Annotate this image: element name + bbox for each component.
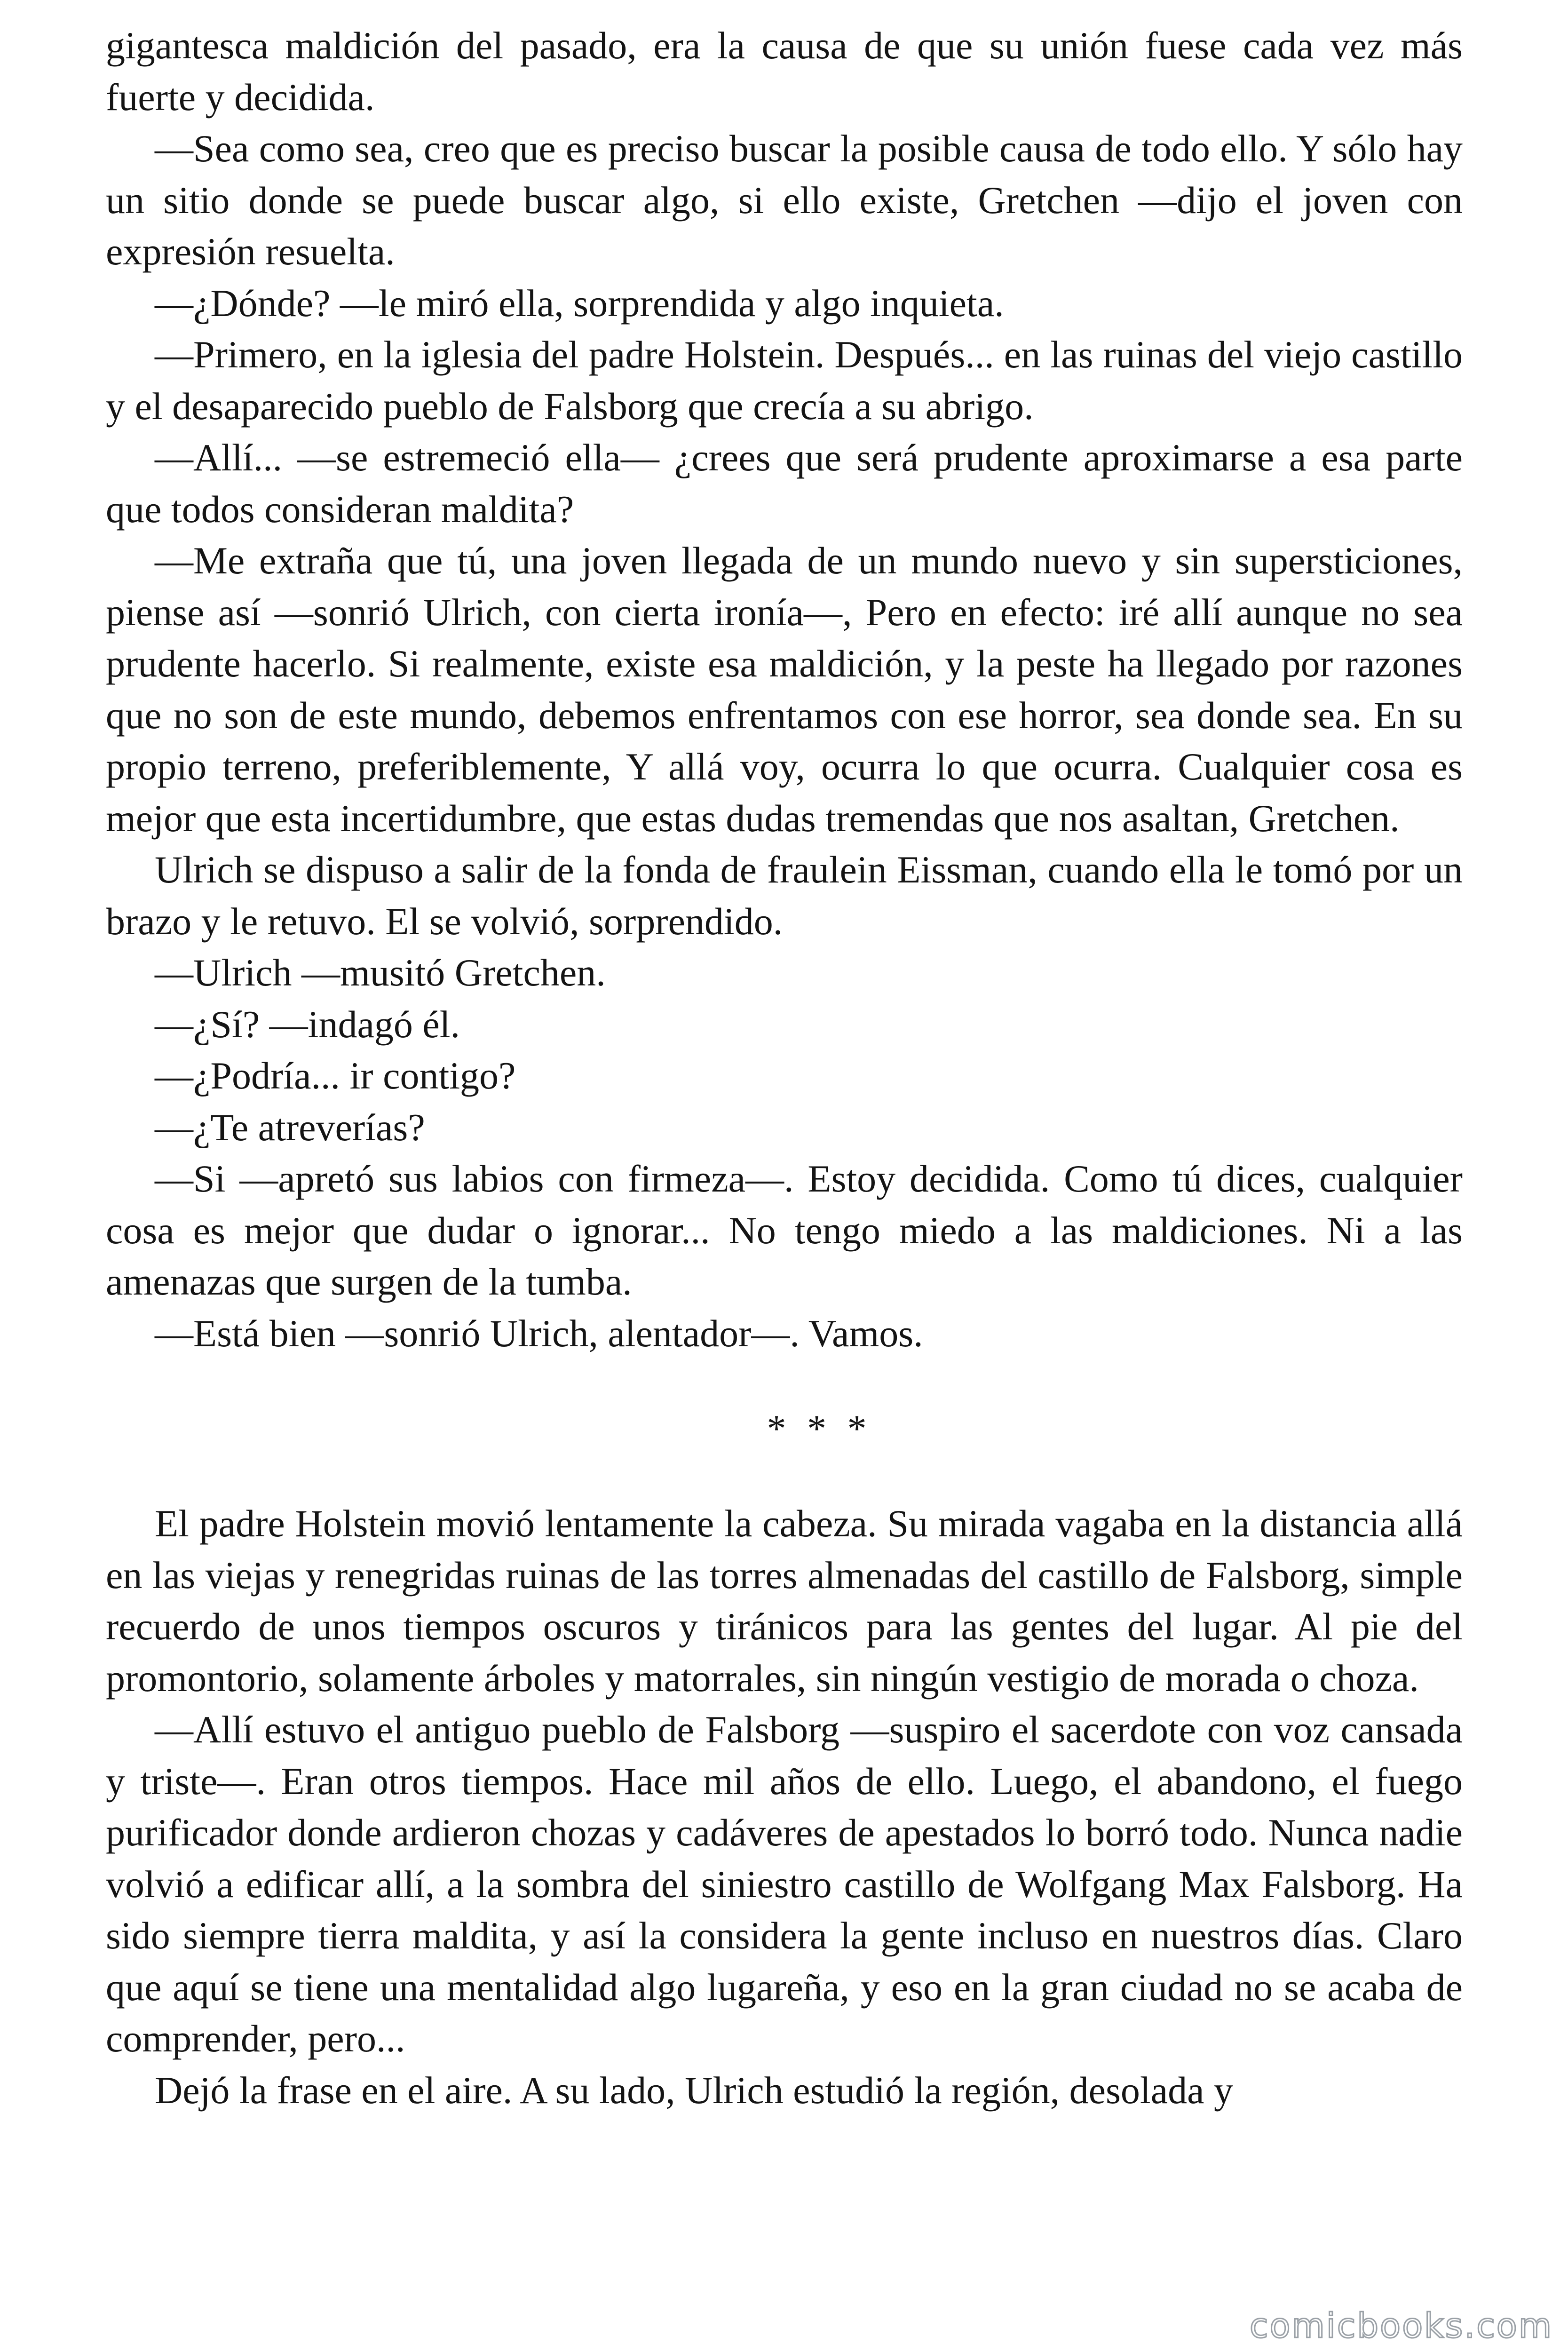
paragraph: Ulrich se dispuso a salir de la fonda de fraulein Eissman, cuando ella le tomó por un brazo y le retuvo. El se volvió, sorprendido. bbox=[106, 848, 1463, 943]
paragraph: —Primero, en la iglesia del padre Holstein. Después... en las ruinas del viejo castillo y el desaparecido pueblo de Falsborg que crecía a su abrigo. bbox=[106, 333, 1463, 428]
paragraph: Dejó la frase en el aire. A su lado, Ulrich estudió la región, desolada y bbox=[155, 2068, 1233, 2112]
paragraph: —¿Dónde? —le miró ella, sorprendida y algo inquieta. bbox=[155, 281, 1004, 325]
paragraph: —Sea como sea, creo que es preciso buscar la posible causa de todo ello. Y sólo hay un sitio donde se puede buscar algo, si ello existe, Gretchen —dijo el joven con expresión resuelta. bbox=[106, 127, 1463, 273]
paragraph: —Allí estuvo el antiguo pueblo de Falsborg —suspiro el sacerdote con voz cansada y triste—. Eran otros tiempos. Hace mil años de ello. Luego, el abandono, el fuego purificador donde ardieron chozas y cadáveres de apestados lo borró todo. Nunca nadie volvió a edificar allí, a la sombra del siniestro castillo de Wolfgang Max Falsborg. Ha sido siempre tierra maldita, y así la considera la gente incluso en nuestros días. Claro que aquí se tiene una mentalidad algo lugareña, y eso en la gran ciudad no se acaba de comprender, pero... bbox=[106, 1708, 1463, 2060]
watermark: comicbooks.com bbox=[1249, 2306, 1553, 2345]
paragraph: gigantesca maldición del pasado, era la causa de que su unión fuese cada vez más fuerte y decidida. bbox=[106, 24, 1463, 119]
paragraph: —¿Podría... ir contigo? bbox=[155, 1054, 516, 1097]
document-page bbox=[106, 20, 1463, 2116]
paragraph: —Me extraña que tú, una joven llegada de un mundo nuevo y sin supersticiones, piense así —sonrió Ulrich, con cierta ironía—, Pero en efecto: iré allí aunque no sea prudente hacerlo. Si realmente, existe esa maldición, y la peste ha llegado por razones que no son de este mundo, debemos enfrentamos con ese horror, sea donde sea. En su propio terreno, preferiblemente, Y allá voy, ocurra lo que ocurra. Cualquier cosa es mejor que esta incertidumbre, que estas dudas tremendas que nos asaltan, Gretchen. bbox=[106, 539, 1463, 840]
paragraph: —Está bien —sonrió Ulrich, alentador—. Vamos. bbox=[155, 1311, 923, 1355]
paragraph: —Ulrich —musitó Gretchen. bbox=[155, 951, 606, 994]
paragraph: —¿Sí? —indagó él. bbox=[155, 1002, 460, 1046]
paragraph: —¿Te atreverías? bbox=[155, 1105, 425, 1149]
paragraph: —Si —apretó sus labios con firmeza—. Estoy decidida. Como tú dices, cualquier cosa es mejor que dudar o ignorar... No tengo miedo a las maldiciones. Ni a las amenazas que surgen de la tumba. bbox=[106, 1157, 1463, 1303]
paragraph: —Allí... —se estremeció ella— ¿crees que será prudente aproximarse a esa parte que todos consideran maldita? bbox=[106, 436, 1463, 531]
paragraph: El padre Holstein movió lentamente la cabeza. Su mirada vagaba en la distancia allá en las viejas y renegridas ruinas de las torres almenadas del castillo de Falsborg, simple recuerdo de unos tiempos oscuros y tiránicos para las gentes del lugar. Al pie del promontorio, solamente árboles y matorrales, sin ningún vestigio de morada o choza. bbox=[106, 1502, 1463, 1700]
section-separator: * * * bbox=[767, 1407, 872, 1450]
